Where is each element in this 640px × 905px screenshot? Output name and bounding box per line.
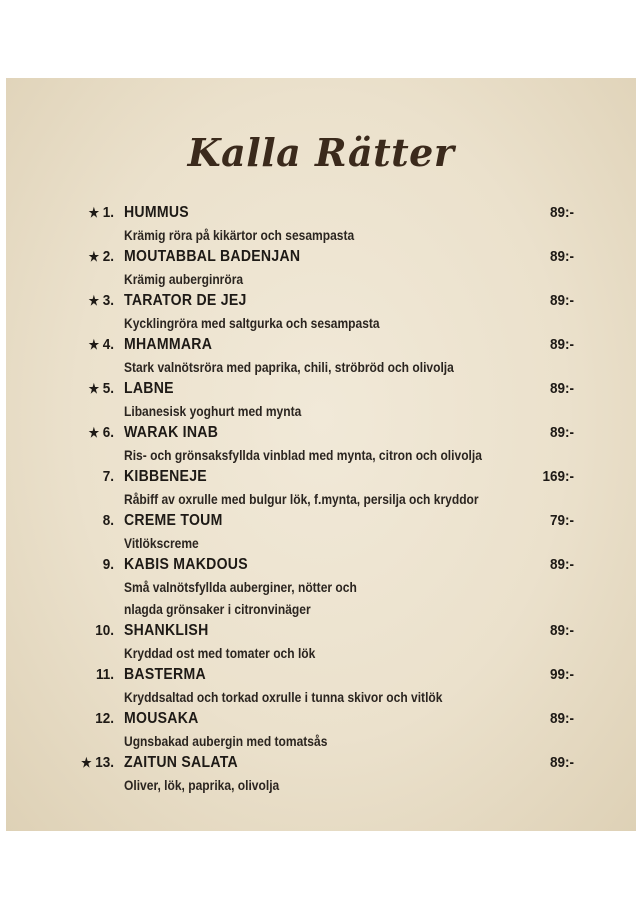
item-description: Krämig auberginröra <box>124 271 244 287</box>
item-number-text: 6. <box>102 424 114 441</box>
item-price: 89:- <box>549 556 574 573</box>
menu-item <box>6 664 636 708</box>
menu-item-header <box>6 554 636 576</box>
item-description: Libanesisk yoghurt med mynta <box>124 403 302 419</box>
item-number <box>76 246 114 268</box>
item-description: Stark valnötsröra med paprika, chili, ströbröd och olivolja <box>124 359 454 375</box>
star-icon: ★ <box>88 381 100 396</box>
menu-item-header <box>6 664 636 686</box>
menu-item <box>6 466 636 510</box>
menu-item-header <box>6 202 636 224</box>
menu-item <box>6 708 636 752</box>
item-number-text: 3. <box>102 292 114 309</box>
menu-item <box>6 422 636 466</box>
menu-item <box>6 620 636 664</box>
menu-item <box>6 510 636 554</box>
item-description: Kryddsaltad och torkad oxrulle i tunna skivor och vitlök <box>124 689 443 705</box>
menu-item <box>6 334 636 378</box>
item-description: Ugnsbakad aubergin med tomatsås <box>124 733 328 749</box>
menu-item-header <box>6 378 636 400</box>
item-number-text: 8. <box>102 512 114 529</box>
menu-item-header <box>6 620 636 642</box>
menu-item-header <box>6 466 636 488</box>
item-description: Kycklingröra med saltgurka och sesampasta <box>124 315 380 331</box>
item-number <box>76 664 114 686</box>
item-price: 89:- <box>549 292 574 309</box>
item-number-text: 2. <box>102 248 114 265</box>
item-price: 89:- <box>549 754 574 771</box>
item-number-text: 10. <box>95 622 114 639</box>
star-icon: ★ <box>88 293 100 308</box>
item-number <box>76 554 114 576</box>
item-name: LABNE <box>124 380 174 397</box>
item-name: MOUTABBAL BADENJAN <box>124 248 301 265</box>
item-description: Små valnötsfyllda auberginer, nötter och <box>124 579 357 595</box>
item-name: WARAK INAB <box>124 424 219 441</box>
item-description: Vitlökscreme <box>124 535 199 551</box>
item-number-text: 5. <box>102 380 114 397</box>
item-number <box>76 708 114 730</box>
item-name: KABIS MAKDOUS <box>124 556 248 573</box>
item-number <box>76 620 114 642</box>
menu-item-header <box>6 334 636 356</box>
menu-item <box>6 290 636 334</box>
star-icon: ★ <box>88 249 100 264</box>
item-price: 89:- <box>549 380 574 397</box>
item-name: BASTERMA <box>124 666 206 683</box>
item-description: Oliver, lök, paprika, olivolja <box>124 777 280 793</box>
item-number <box>76 378 114 400</box>
item-number <box>76 202 114 224</box>
item-description: Ris- och grönsaksfyllda vinblad med mynta, citron och olivolja <box>124 447 482 463</box>
item-name: ZAITUN SALATA <box>124 754 238 771</box>
item-name: HUMMUS <box>124 204 189 221</box>
menu-item-header <box>6 246 636 268</box>
menu-item-header <box>6 422 636 444</box>
item-name: KIBBENEJE <box>124 468 207 485</box>
item-number-text: 1. <box>102 204 114 221</box>
star-icon: ★ <box>88 205 100 220</box>
item-description: Krämig röra på kikärtor och sesampasta <box>124 227 355 243</box>
item-price: 169:- <box>542 468 574 485</box>
menu-card <box>6 78 636 831</box>
item-name: TARATOR DE JEJ <box>124 292 247 309</box>
menu-item-header <box>6 752 636 774</box>
item-number <box>76 422 114 444</box>
menu-item <box>6 378 636 422</box>
menu-item <box>6 246 636 290</box>
item-number <box>76 752 114 774</box>
item-number <box>76 510 114 532</box>
menu-item <box>6 202 636 246</box>
item-description: Kryddad ost med tomater och lök <box>124 645 316 661</box>
star-icon: ★ <box>88 337 100 352</box>
menu-item-header <box>6 510 636 532</box>
menu-title: Kalla Rätter <box>187 130 455 175</box>
item-price: 89:- <box>549 622 574 639</box>
item-name: MOUSAKA <box>124 710 199 727</box>
item-number-text: 11. <box>95 666 114 683</box>
item-price: 89:- <box>549 204 574 221</box>
item-number-text: 12. <box>95 710 114 727</box>
menu-list <box>6 202 636 796</box>
item-number <box>76 334 114 356</box>
item-name: CREME TOUM <box>124 512 223 529</box>
item-description: nlagda grönsaker i citronvinäger <box>124 601 311 617</box>
item-number <box>76 290 114 312</box>
item-number-text: 9. <box>102 556 114 573</box>
item-price: 79:- <box>549 512 574 529</box>
menu-item <box>6 752 636 796</box>
item-name: SHANKLISH <box>124 622 209 639</box>
item-number-text: 13. <box>95 754 114 771</box>
item-number-text: 7. <box>102 468 114 485</box>
item-description: Råbiff av oxrulle med bulgur lök, f.mynta, persilja och kryddor <box>124 491 479 507</box>
item-price: 89:- <box>549 424 574 441</box>
item-name: MHAMMARA <box>124 336 213 353</box>
item-price: 89:- <box>549 336 574 353</box>
star-icon: ★ <box>88 425 100 440</box>
item-price: 89:- <box>549 248 574 265</box>
star-icon: ★ <box>81 755 92 770</box>
item-number-text: 4. <box>102 336 114 353</box>
item-price: 89:- <box>549 710 574 727</box>
menu-item-header <box>6 708 636 730</box>
item-price: 99:- <box>549 666 574 683</box>
item-number <box>76 466 114 488</box>
menu-item-header <box>6 290 636 312</box>
menu-item <box>6 554 636 620</box>
